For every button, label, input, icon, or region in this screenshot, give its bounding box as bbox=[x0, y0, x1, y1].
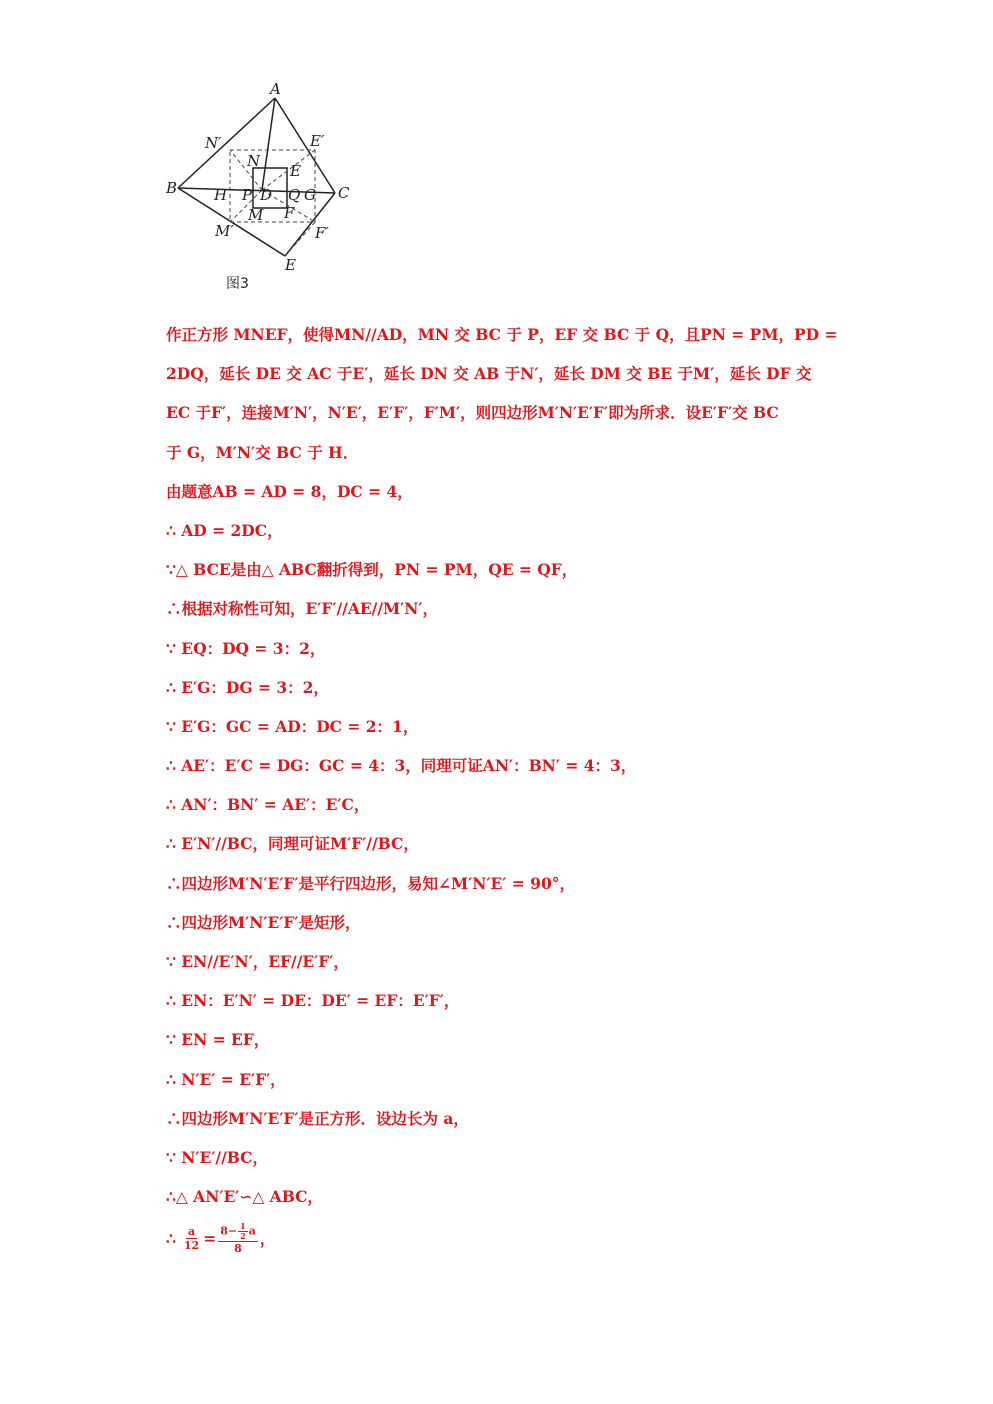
fraction-denominator: 8 bbox=[234, 1241, 242, 1255]
solution-line: ∴ N′E′ = E′F′， bbox=[166, 1069, 286, 1089]
label-G: G bbox=[304, 186, 316, 204]
label-E: E bbox=[285, 256, 296, 274]
fraction-denominator: 12 bbox=[183, 1238, 200, 1252]
solution-line: ∴ AE′：E′C = DG：GC = 4：3，同理可证AN′：BN′ = 4：3， bbox=[166, 756, 637, 776]
edge-AD bbox=[262, 98, 275, 190]
solution-line: ∴△ AN′E′∽△ ABC， bbox=[166, 1187, 323, 1207]
solution-line: ∵ N′E′//BC， bbox=[166, 1147, 268, 1167]
label-N-prime: N′ bbox=[205, 134, 222, 152]
fraction-lhs bbox=[182, 1225, 201, 1252]
fraction-numerator: a bbox=[187, 1224, 196, 1238]
dash-DE bbox=[262, 150, 315, 190]
line-end-comma: ， bbox=[259, 1228, 276, 1248]
label-F: F bbox=[284, 204, 295, 222]
solution-line: 作正方形 MNEF，使得MN//AD，MN 交 BC 于 P，EF 交 BC 于 Q，且PN = PM，PD = bbox=[166, 325, 838, 344]
numerator-tail: a bbox=[248, 1224, 256, 1238]
solution-line: ∵△ BCE是由△ ABC翻折得到，PN = PM，QE = QF， bbox=[166, 560, 578, 580]
label-H: H bbox=[214, 186, 228, 204]
solution-line: 2DQ，延长 DE 交 AC 于E′，延长 DN 交 AB 于N′，延长 DM 交 BE 于M′，延长 DF 交 bbox=[166, 364, 812, 384]
label-A: A bbox=[270, 80, 281, 98]
therefore-symbol: ∴ bbox=[166, 1228, 176, 1248]
numerator-head: 8− bbox=[220, 1224, 238, 1238]
solution-line: ∴ EN：E′N′ = DE：DE′ = EF：E′F′， bbox=[166, 991, 460, 1011]
label-B: B bbox=[166, 179, 178, 197]
solution-line: ∵ EQ：DQ = 3：2， bbox=[166, 638, 326, 658]
solution-line: ∵ EN//E′N′，EF//E′F′， bbox=[166, 952, 349, 971]
solution-line: 由题意AB = AD = 8，DC = 4， bbox=[166, 481, 413, 501]
label-E-small: E bbox=[290, 162, 301, 180]
solution-line: ∴ E′N′//BC，同理可证M′F′//BC， bbox=[166, 834, 419, 854]
label-P: P bbox=[242, 186, 253, 204]
fraction-rhs bbox=[218, 1222, 258, 1255]
half-denominator: 2 bbox=[240, 1230, 246, 1241]
geometry-figure bbox=[160, 78, 360, 300]
label-Q: Q bbox=[288, 186, 301, 204]
solution-line: ∴ AD = 2DC， bbox=[166, 520, 283, 540]
solution-line: EC 于F′，连接M′N′，N′E′，E′F′，F′M′，则四边形M′N′E′F′即为所求．设E′F′交 BC bbox=[166, 403, 779, 423]
solution-line: ∵ E′G：GC = AD：DC = 2：1， bbox=[166, 716, 419, 736]
solution-line: ∴四边形M′N′E′F′是正方形．设边长为 a， bbox=[166, 1108, 469, 1128]
solution-line: ∵ EN = EF， bbox=[166, 1030, 270, 1050]
solution-line: ∴ AN′：BN′ = AE′：E′C， bbox=[166, 795, 370, 815]
solution-line: ∴ E′G：DG = 3：2， bbox=[166, 677, 329, 697]
fraction-half bbox=[238, 1222, 248, 1241]
half-numerator: 1 bbox=[240, 1220, 246, 1231]
solution-line: ∴四边形M′N′E′F′是平行四边形，易知∠M′N′E′ = 90°， bbox=[166, 873, 575, 893]
label-N: N bbox=[247, 152, 261, 170]
solution-line-fraction bbox=[166, 1216, 846, 1260]
label-F-prime: F′ bbox=[315, 224, 329, 242]
solution-line: ∴四边形M′N′E′F′是矩形， bbox=[166, 912, 361, 932]
label-D: D bbox=[260, 186, 273, 204]
edge-AC bbox=[275, 98, 335, 193]
solution-line: 于 G，M′N′交 BC 于 H． bbox=[166, 442, 359, 462]
label-M: M bbox=[248, 206, 264, 224]
solution-line: ∴根据对称性可知，E′F′//AE//M′N′， bbox=[166, 599, 438, 619]
label-C: C bbox=[338, 184, 350, 202]
fraction-numerator bbox=[218, 1222, 258, 1242]
equals-sign: = bbox=[203, 1228, 217, 1248]
label-M-prime: M′ bbox=[215, 222, 234, 240]
figure-caption: 图3 bbox=[226, 276, 249, 292]
figure-svg bbox=[160, 78, 360, 300]
edge-AB bbox=[178, 98, 275, 188]
label-E-prime: E′ bbox=[310, 132, 325, 150]
solution-text bbox=[166, 315, 846, 1260]
dash-FE bbox=[285, 222, 315, 256]
